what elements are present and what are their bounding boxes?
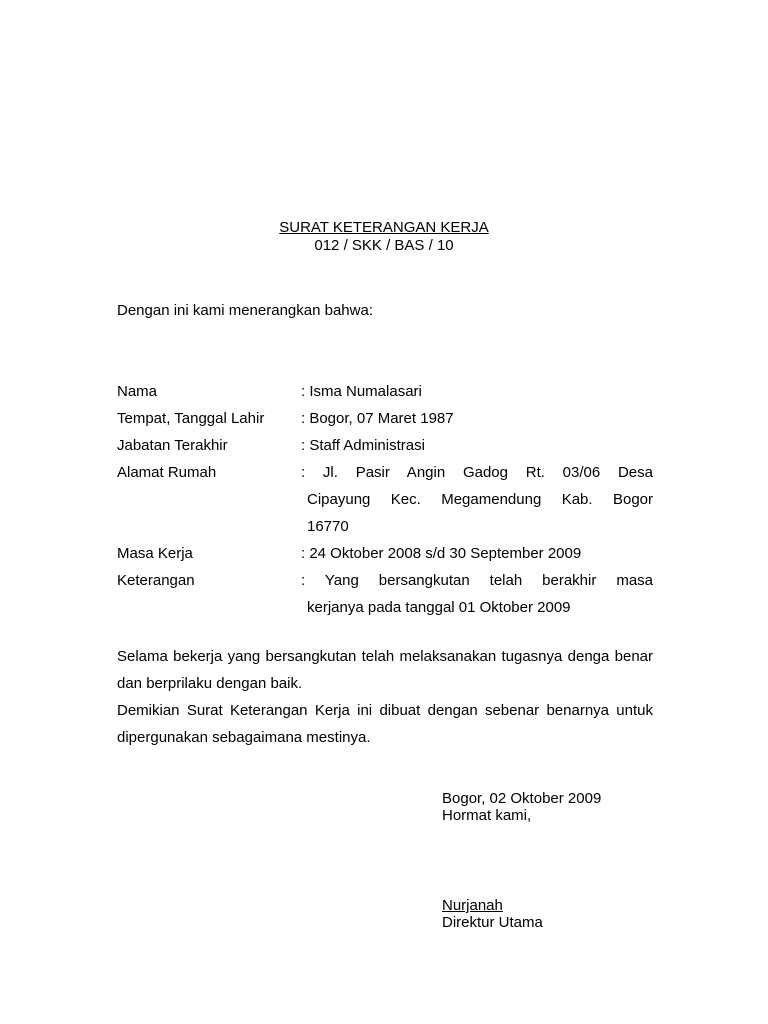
note-label: Keterangan <box>117 572 195 589</box>
address-value <box>301 459 653 540</box>
field-row-name <box>117 378 653 405</box>
note-line-2: kerjanya pada tanggal 01 Oktober 2009 <box>307 599 571 616</box>
birth-label: Tempat, Tanggal Lahir <box>117 410 265 427</box>
field-row-position <box>117 432 653 459</box>
period-value: : 24 Oktober 2008 s/d 30 September 2009 <box>301 545 582 562</box>
field-row-address <box>117 459 653 540</box>
name-label: Nama <box>117 383 158 400</box>
address-label: Alamat Rumah <box>117 464 217 481</box>
letter-number: 012 / SKK / BAS / 10 <box>314 237 454 254</box>
name-value: : Isma Numalasari <box>301 383 422 400</box>
address-line-2: Cipayung Kec. Megamendung Kab. Bogor <box>307 491 653 508</box>
signer-name: Nurjanah <box>442 897 503 914</box>
letter-title: SURAT KETERANGAN KERJA <box>279 219 489 236</box>
address-line-1: : Jl. Pasir Angin Gadog Rt. 03/06 Desa <box>301 464 653 481</box>
closing-paragraph-1: Selama bekerja yang bersangkutan telah melaksanakan tugasnya denga benar dan berprilaku dengan baik. <box>117 648 653 692</box>
field-row-period <box>117 540 653 567</box>
period-label: Masa Kerja <box>117 545 193 562</box>
employee-details <box>117 378 653 621</box>
closing-paragraphs <box>117 643 653 751</box>
signer-block <box>442 897 543 931</box>
position-label: Jabatan Terakhir <box>117 437 228 454</box>
position-value: : Staff Administrasi <box>301 437 425 454</box>
closing-paragraph-2: Demikian Surat Keterangan Kerja ini dibuat dengan sebenar benarnya untuk dipergunakan sebagaimana mestinya. <box>117 702 653 746</box>
address-line-3: 16770 <box>307 518 349 535</box>
birth-value: : Bogor, 07 Maret 1987 <box>301 410 454 427</box>
place-date: Bogor, 02 Oktober 2009 <box>442 790 602 807</box>
note-value <box>301 567 653 621</box>
field-row-note <box>117 567 653 621</box>
note-line-1: : Yang bersangkutan telah berakhir masa <box>301 572 653 589</box>
letter-header <box>0 219 768 255</box>
signer-title: Direktur Utama <box>442 914 543 931</box>
intro-text: Dengan ini kami menerangkan bahwa: <box>117 302 373 319</box>
signature-block <box>442 790 601 824</box>
regards: Hormat kami, <box>442 807 532 824</box>
field-row-birth <box>117 405 653 432</box>
